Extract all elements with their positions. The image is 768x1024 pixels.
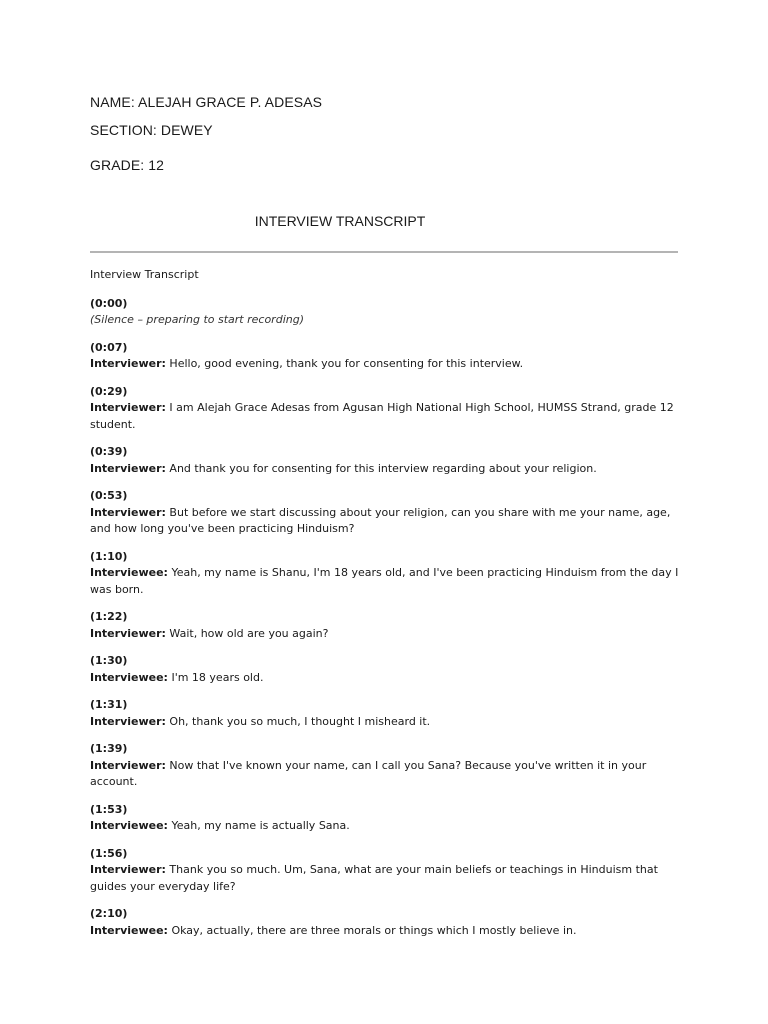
- utterance: [90, 505, 680, 538]
- stage-direction: (Silence – preparing to start recording): [90, 313, 304, 326]
- transcript-entry: [90, 653, 680, 686]
- utterance-text: But before we start discussing about your religion, can you share with me your name, age, and how long you've been practicing Hinduism?: [90, 505, 671, 535]
- speaker-label: Interviewee:: [90, 670, 168, 684]
- utterance: [90, 356, 680, 373]
- utterance: [90, 461, 680, 478]
- utterance-text: Yeah, my name is Shanu, I'm 18 years old, and I've been practicing Hinduism from the day I was born.: [90, 566, 679, 596]
- timestamp: (0:29): [90, 384, 128, 398]
- speaker-label: Interviewer:: [90, 401, 166, 414]
- timestamp: (2:10): [90, 907, 128, 920]
- utterance-text: Okay, actually, there are three morals or things which I mostly believe in.: [171, 923, 577, 937]
- utterance-text: I am Alejah Grace Adesas from Agusan High National High School, HUMSS Strand, grade 12 student.: [90, 401, 674, 431]
- transcript-entry: [90, 549, 680, 599]
- transcript-entries: [90, 296, 680, 940]
- utterance: [90, 670, 680, 687]
- transcript-body: [90, 267, 680, 950]
- timestamp: (1:10): [90, 549, 128, 563]
- transcript-entry: [90, 488, 680, 538]
- speaker-label: Interviewer:: [90, 758, 166, 772]
- document-title: INTERVIEW TRANSCRIPT: [254, 213, 426, 229]
- speaker-label: Interviewer:: [90, 357, 166, 370]
- utterance-text: And thank you for consenting for this interview regarding about your religion.: [169, 461, 597, 475]
- utterance-text: Thank you so much. Um, Sana, what are your main beliefs or teachings in Hinduism that guides your everyday life?: [90, 863, 658, 893]
- timestamp: (0:07): [90, 340, 128, 354]
- utterance-text: I'm 18 years old.: [171, 670, 264, 684]
- utterance: [90, 758, 680, 791]
- transcript-entry: [90, 609, 680, 642]
- transcript-entry: [90, 697, 680, 730]
- speaker-label: Interviewee:: [90, 819, 168, 832]
- utterance: [90, 400, 680, 433]
- utterance-text: Yeah, my name is actually Sana.: [171, 819, 350, 832]
- speaker-label: Interviewee:: [90, 923, 168, 937]
- timestamp: (1:39): [90, 742, 128, 755]
- utterance: [90, 923, 680, 940]
- utterance: [90, 565, 680, 598]
- speaker-label: Interviewee:: [90, 566, 168, 579]
- transcript-entry: [90, 846, 680, 896]
- utterance: [90, 626, 680, 643]
- transcript-entry: [90, 296, 680, 329]
- utterance-text: Wait, how old are you again?: [169, 626, 329, 640]
- utterance: [90, 818, 680, 835]
- transcript-entry: [90, 906, 680, 939]
- timestamp: (0:53): [90, 489, 128, 502]
- utterance: [90, 312, 680, 329]
- timestamp: (0:00): [90, 296, 128, 310]
- transcript-entry: [90, 802, 680, 835]
- timestamp: (1:30): [90, 654, 128, 667]
- student-name: NAME: ALEJAH GRACE P. ADESAS: [90, 94, 323, 110]
- transcript-entry: [90, 340, 680, 373]
- speaker-label: Interviewer:: [90, 863, 166, 876]
- utterance: [90, 862, 680, 895]
- transcript-entry: [90, 741, 680, 791]
- utterance-text: Hello, good evening, thank you for consenting for this interview.: [169, 357, 524, 370]
- timestamp: (1:56): [90, 846, 128, 860]
- transcript-entry: [90, 444, 680, 477]
- utterance-text: Now that I've known your name, can I call you Sana? Because you've written it in your account.: [90, 758, 647, 788]
- timestamp: (1:22): [90, 610, 128, 623]
- transcript-subheading: Interview Transcript: [90, 268, 199, 281]
- timestamp: (1:31): [90, 698, 128, 711]
- speaker-label: Interviewer:: [90, 714, 166, 728]
- horizontal-divider: [90, 251, 678, 253]
- speaker-label: Interviewer:: [90, 461, 166, 475]
- utterance: [90, 714, 680, 731]
- timestamp: (0:39): [90, 445, 128, 458]
- student-section: SECTION: DEWEY: [90, 122, 213, 138]
- speaker-label: Interviewer:: [90, 626, 166, 640]
- student-grade: GRADE: 12: [90, 157, 165, 173]
- utterance-text: Oh, thank you so much, I thought I misheard it.: [169, 714, 431, 728]
- speaker-label: Interviewer:: [90, 505, 166, 519]
- timestamp: (1:53): [90, 802, 128, 816]
- transcript-entry: [90, 384, 680, 434]
